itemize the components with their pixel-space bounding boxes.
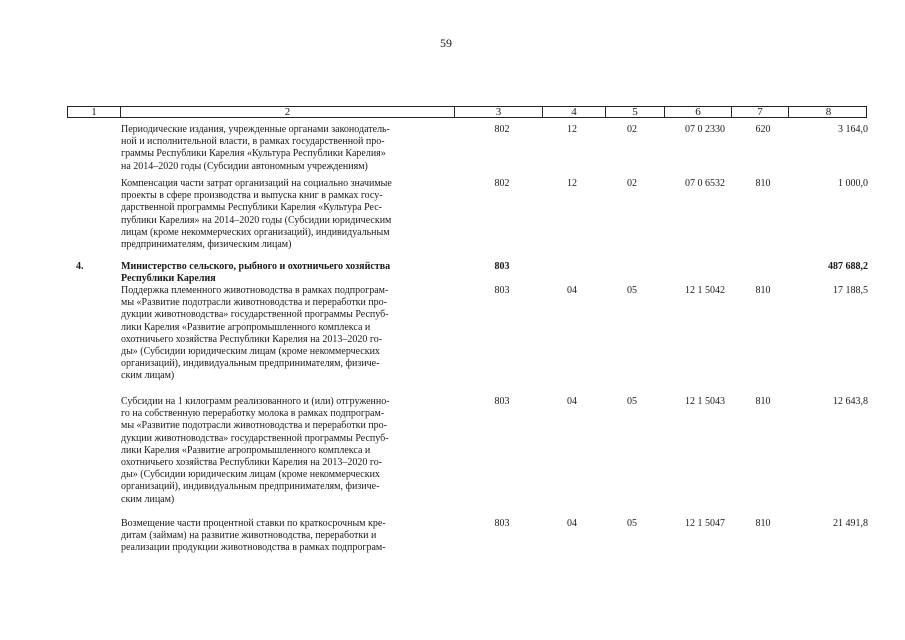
cell-c6: 12 1 5047 (685, 518, 725, 529)
cell-c5: 05 (627, 518, 637, 529)
header-col-5: 5 (606, 107, 665, 117)
description-line: ским лицам) (121, 493, 175, 505)
description-line: дарственной программы Республики Карелия «Культура Рес- (121, 202, 382, 214)
cell-c5: 02 (627, 124, 637, 135)
cell-c4: 04 (567, 518, 577, 529)
cell-c6: 12 1 5042 (685, 285, 725, 296)
description-line: Министерство сельского, рыбного и охотничьего хозяйства (121, 261, 391, 272)
description-line: лицам (кроме некоммерческих организаций), индивидуальным (121, 226, 390, 238)
cell-c5: 05 (627, 285, 637, 296)
cell-c7: 810 (755, 285, 771, 296)
description-line: Компенсация части затрат организаций на социально значимые (121, 178, 392, 189)
cell-c6: 07 0 6532 (685, 178, 725, 189)
cell-c3: 802 (494, 124, 510, 135)
header-col-3: 3 (455, 107, 543, 117)
cell-c6: 12 1 5043 (685, 396, 725, 407)
row-description (121, 285, 456, 383)
cell-c4: 04 (567, 396, 577, 407)
header-col-6: 6 (665, 107, 732, 117)
row-description (121, 396, 456, 506)
cell-c3: 803 (494, 518, 510, 529)
description-line: ной и исполнительной власти, в рамках государственной про- (121, 136, 385, 148)
description-line: ды» (Субсидии юридическим лицам (кроме некоммерческих (121, 469, 380, 481)
cell-c3: 802 (494, 178, 510, 189)
description-line: дукции животноводства» государственной программы Респуб- (121, 432, 389, 444)
cell-c6: 07 0 2330 (685, 124, 725, 135)
description-line: Возмещение части процентной ставки по краткосрочным кре- (121, 518, 386, 529)
cell-c8: 17 188,5 (833, 285, 868, 296)
description-line: дукции животноводства» государственной программы Респуб- (121, 309, 389, 321)
description-line: охотничьего хозяйства Республики Карелия на 2013–2020 го- (121, 457, 383, 469)
description-line: граммы Республики Карелия «Культура Республики Карелия» (121, 148, 386, 160)
cell-c3: 803 (494, 261, 510, 272)
description-line: го на собственную переработку молока в рамках подпрограм- (121, 408, 385, 420)
row-description (121, 178, 456, 251)
description-line: проекты в сфере производства и выпуска книг в рамках госу- (121, 190, 383, 202)
description-line: лики Карелия «Развитие агропромышленного комплекса и (121, 321, 371, 333)
header-col-2: 2 (121, 107, 455, 117)
cell-c8: 1 000,0 (838, 178, 868, 189)
description-line: предпринимателям, физическим лицам) (121, 239, 292, 251)
row-description (121, 124, 456, 173)
header-col-7: 7 (732, 107, 789, 117)
cell-c7: 810 (755, 518, 771, 529)
cell-c4: 12 (567, 124, 577, 135)
page-number: 59 (440, 36, 452, 50)
description-line: организаций), индивидуальным предпринимателям, физиче- (121, 358, 380, 370)
cell-c5: 02 (627, 178, 637, 189)
header-col-4: 4 (543, 107, 606, 117)
description-line: ды» (Субсидии юридическим лицам (кроме некоммерческих (121, 346, 380, 358)
cell-c7: 810 (755, 396, 771, 407)
description-line: охотничьего хозяйства Республики Карелия на 2013–2020 го- (121, 333, 383, 345)
table-header-row (67, 106, 867, 118)
cell-c8: 12 643,8 (833, 396, 868, 407)
row-description (121, 261, 456, 285)
cell-c4: 04 (567, 285, 577, 296)
description-line: Республики Карелия (121, 273, 216, 285)
description-line: ским лицам) (121, 370, 175, 382)
description-line: публики Карелия» на 2014–2020 годы (Субсидии юридическим (121, 214, 392, 226)
cell-c8: 487 688,2 (828, 261, 868, 272)
cell-c5: 05 (627, 396, 637, 407)
description-line: дитам (займам) на развитие животноводства, переработки и (121, 530, 377, 542)
description-line: на 2014–2020 годы (Субсидии автономным учреждениям) (121, 160, 368, 172)
description-line: Периодические издания, учрежденные органами законодатель- (121, 124, 390, 135)
header-col-8: 8 (825, 106, 832, 118)
cell-c7: 810 (755, 178, 771, 189)
description-line: Субсидии на 1 килограмм реализованного и (или) отгруженно- (121, 396, 390, 407)
cell-c8: 21 491,8 (833, 518, 868, 529)
cell-c8: 3 164,0 (838, 124, 868, 135)
cell-c3: 803 (494, 285, 510, 296)
row-description (121, 518, 456, 555)
description-line: организаций), индивидуальным предпринимателям, физиче- (121, 481, 380, 493)
description-line: лики Карелия «Развитие агропромышленного комплекса и (121, 444, 371, 456)
row-number: 4. (76, 261, 84, 272)
cell-c4: 12 (567, 178, 577, 189)
description-line: Поддержка племенного животноводства в рамках подпрограм- (121, 285, 389, 296)
description-line: мы «Развитие подотрасли животноводства и переработки про- (121, 297, 387, 309)
cell-c3: 803 (494, 396, 510, 407)
cell-c7: 620 (755, 124, 771, 135)
header-col-1: 1 (68, 107, 121, 117)
description-line: реализации продукции животноводства в рамках подпрограм- (121, 542, 386, 554)
description-line: мы «Развитие подотрасли животноводства и переработки про- (121, 420, 387, 432)
